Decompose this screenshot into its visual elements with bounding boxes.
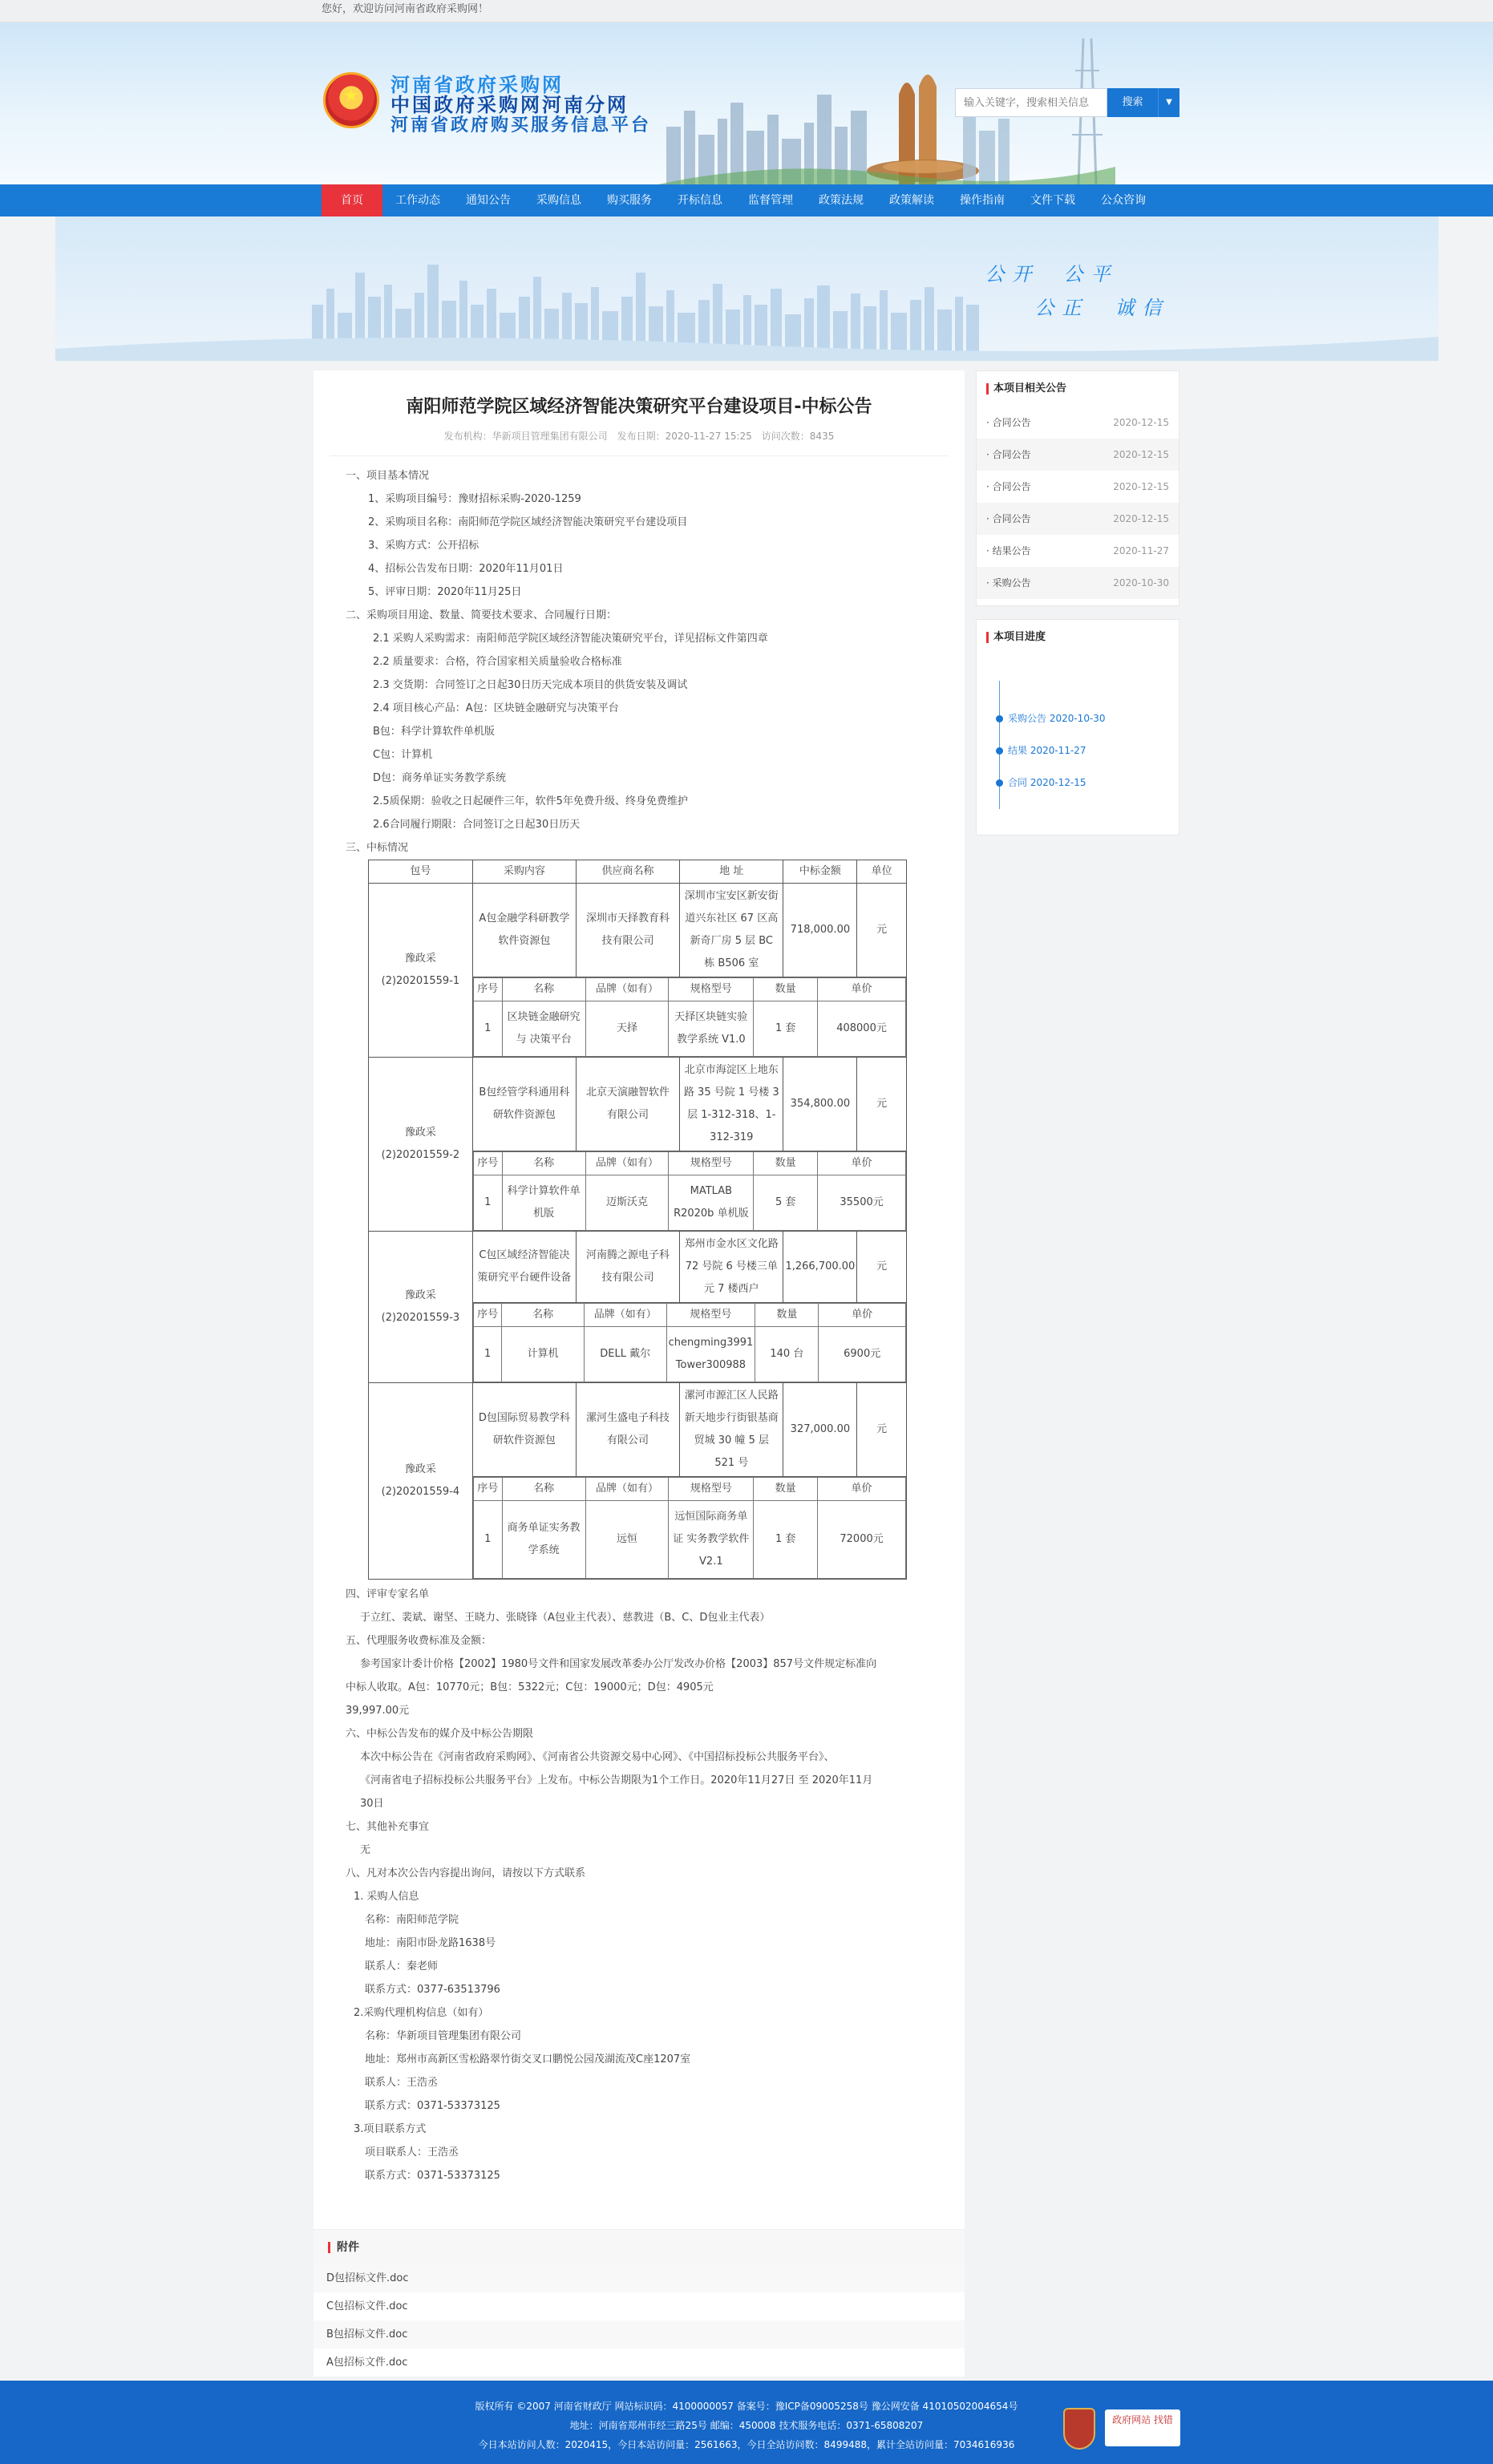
section-6-heading: 六、中标公告发布的媒介及中标公告期限 [346, 1728, 534, 1740]
media-text-2: 《河南省电子招标投标公共服务平台》上发布。中标公告期限为1个工作日。2020年11月27日 至 2020年11月 [360, 1774, 873, 1786]
media-text-1: 本次中标公告在《河南省政府采购网》、《河南省公共资源交易中心网》、《中国招标投标公共服务平台》、 [360, 1751, 835, 1763]
site-title-1: 河南省政府采购网 [390, 74, 564, 96]
item-price-cell: 35500元 [818, 1175, 906, 1231]
related-title: 本项目相关公告 [993, 382, 1067, 394]
related-announcement-item[interactable]: · 采购公告 2020-10-30 [977, 567, 1179, 599]
progress-step[interactable] [996, 711, 1106, 725]
progress-dot-icon [996, 779, 1003, 787]
article-title: 南阳师范学院区域经济智能决策研究平台建设项目-中标公告 [406, 397, 872, 417]
nav-item[interactable]: 首页 [322, 184, 382, 216]
section1-item: 5、评审日期：2020年11月25日 [368, 586, 522, 598]
section2-item: 2.2 质量要求：合格，符合国家相关质量验收合格标准 [373, 656, 622, 668]
section-1-heading: 一、项目基本情况 [346, 470, 430, 482]
item-price-cell: 72000元 [818, 1501, 906, 1579]
item-model-cell: chengming3991 Tower300988 [666, 1327, 755, 1382]
table-row [369, 1058, 907, 1151]
article-panel [314, 370, 965, 2377]
item-model-cell: 远恒国际商务单证 实务教学软件 V2.1 [669, 1501, 754, 1579]
progress-step[interactable] [996, 775, 1086, 789]
related-announcement-date: 2020-11-27 [1113, 545, 1169, 556]
table-header-cell: 中标金额 [783, 860, 857, 884]
search-button[interactable]: 搜索 [1107, 88, 1159, 117]
sub-header-cell: 品牌（如有） [585, 1478, 669, 1501]
related-announcement-link[interactable]: 合同公告 [992, 481, 1031, 492]
attachment-link[interactable]: D包招标文件.doc [314, 2264, 965, 2292]
purchaser-contact: 联系人：秦老师 [365, 1960, 439, 1972]
fee-text-3: 39,997.00元 [346, 1705, 410, 1717]
nav-item[interactable]: 监督管理 [748, 194, 793, 207]
nav-item[interactable]: 采购信息 [536, 194, 581, 207]
item-qty-cell: 1 套 [754, 1001, 818, 1057]
nav-item[interactable]: 公众咨询 [1101, 194, 1146, 207]
table-header-cell: 地 址 [680, 860, 783, 884]
package-number-cell: 豫政采(2)20201559-2 [369, 1058, 473, 1232]
item-brand-cell: 远恒 [585, 1501, 669, 1579]
related-announcement-item[interactable]: · 合同公告 2020-12-15 [977, 503, 1179, 535]
section-7-heading: 七、其他补充事宜 [346, 1821, 430, 1833]
item-detail-cell [472, 977, 906, 1058]
nav-item[interactable]: 政策解读 [889, 194, 934, 207]
attachments-list [314, 2264, 965, 2377]
footer-copyright: 版权所有 ©2007 河南省财政厅 网站标识码：4100000057 备案号：豫ICP备09005258号 豫公网安备 41010502004654号 [475, 2401, 1018, 2412]
sub-header-cell: 规格型号 [669, 1152, 754, 1175]
party-badge-icon[interactable] [1063, 2408, 1095, 2450]
media-text-3: 30日 [360, 1798, 384, 1810]
main-area [314, 0, 1179, 2373]
sub-header-cell: 规格型号 [669, 978, 754, 1001]
sub-header-cell: 序号 [473, 1304, 502, 1327]
section2-item: C包：计算机 [373, 749, 433, 761]
project-contact-heading: 3.项目联系方式 [354, 2123, 427, 2135]
item-price-cell: 6900元 [819, 1327, 906, 1382]
item-detail-cell [472, 1151, 906, 1232]
purchaser-heading: 1. 采购人信息 [354, 1891, 419, 1903]
purchaser-phone: 联系方式：0377-63513796 [365, 1984, 500, 1996]
agency-heading: 2.采购代理机构信息（如有） [354, 2007, 489, 2019]
section2-item: 2.6合同履行期限：合同签订之日起30日历天 [373, 819, 581, 831]
supplier-address-cell: 深圳市宝安区新安街道兴东社区 67 区高新奇厂房 5 层 BC 栋 B506 室 [680, 884, 783, 977]
sub-header-cell: 单价 [818, 978, 906, 1001]
nav-item[interactable]: 购买服务 [607, 194, 652, 207]
related-announcement-date: 2020-12-15 [1113, 481, 1169, 492]
table-header-cell: 包号 [369, 860, 473, 884]
table-header-cell: 采购内容 [472, 860, 576, 884]
sub-header-cell: 数量 [755, 1304, 819, 1327]
item-name-cell: 科学计算软件单机版 [502, 1175, 585, 1231]
agency-phone: 联系方式：0371-53373125 [365, 2100, 500, 2112]
related-announcement-link[interactable]: 合同公告 [992, 417, 1031, 428]
purchase-content-cell: B包经管学科通用科研软件资源包 [472, 1058, 576, 1151]
national-emblem-icon: ★ [323, 72, 379, 128]
supplier-address-cell: 郑州市金水区文化路 72 号院 6 号楼三单元 7 楼西户 [680, 1232, 783, 1303]
slogan-open: 公开 [985, 263, 1040, 285]
sub-header-cell: 品牌（如有） [585, 978, 669, 1001]
sub-header-cell: 单价 [818, 1152, 906, 1175]
fee-text-1: 参考国家计委计价格【2002】1980号文件和国家发展改革委办公厅发改办价格【2003】857号文件规定标准向 [360, 1658, 877, 1670]
supplier-address-cell: 漯河市源汇区人民路新天地步行街银基商贸城 30 幢 5 层 521 号 [680, 1383, 783, 1477]
progress-heading [977, 620, 1179, 655]
attachment-link[interactable]: A包招标文件.doc [326, 2357, 408, 2369]
sub-header-cell: 单价 [818, 1478, 906, 1501]
related-announcement-date: 2020-10-30 [1113, 577, 1169, 589]
item-qty-cell: 1 套 [754, 1501, 818, 1579]
item-qty-cell: 140 台 [755, 1327, 819, 1382]
sub-header-cell: 名称 [502, 1152, 585, 1175]
section2-item: D包：商务单证实务教学系统 [373, 772, 507, 784]
project-contact: 项目联系人：王浩丞 [365, 2146, 459, 2159]
nav-item[interactable]: 操作指南 [960, 194, 1005, 207]
sub-header-cell: 品牌（如有） [584, 1304, 666, 1327]
bid-amount-cell: 718,000.00 [783, 884, 857, 977]
article-meta: 发布机构：华新项目管理集团有限公司 发布日期：2020-11-27 15:25 访问次数：8435 [330, 429, 949, 456]
report-error-badge[interactable]: 政府网站 找错 [1105, 2409, 1180, 2446]
supplier-name-cell: 河南腾之源电子科技有限公司 [576, 1232, 679, 1303]
supplier-address-cell: 北京市海淀区上地东路 35 号院 1 号楼 3 层 1-312-318、1-312-319 [680, 1058, 783, 1151]
sub-header-cell: 数量 [754, 1152, 818, 1175]
related-announcement-date: 2020-12-15 [1113, 513, 1169, 524]
attachment-link[interactable]: C包招标文件.doc [326, 2300, 408, 2312]
purchase-content-cell: C包区域经济智能决策研究平台硬件设备 [472, 1232, 576, 1303]
section2-item: 2.3 交货期：合同签订之日起30日历天完成本项目的供货安装及调试 [373, 679, 688, 691]
sub-header-cell: 数量 [754, 978, 818, 1001]
agency-name: 名称：华新项目管理集团有限公司 [365, 2030, 522, 2042]
purchaser-address: 地址：南阳市卧龙路1638号 [365, 1937, 496, 1949]
attachment-link[interactable]: B包招标文件.doc [314, 2320, 965, 2349]
section-4-heading: 四、评审专家名单 [346, 1588, 430, 1600]
sub-header-cell: 规格型号 [669, 1478, 754, 1501]
expert-list: 于立红、裴斌、谢坚、王晓力、张晓锋（A包业主代表）、慈教进（B、C、D包业主代表） [360, 1612, 771, 1624]
sub-header-cell: 名称 [502, 1478, 585, 1501]
item-price-cell: 408000元 [818, 1001, 906, 1057]
table-header-cell: 单位 [857, 860, 907, 884]
progress-step-label: 结果 2020-11-27 [1008, 745, 1086, 756]
nav-item[interactable]: 文件下载 [1030, 194, 1075, 207]
related-announcements-panel [976, 370, 1179, 606]
section2-item: 2.5质保期：验收之日起硬件三年，软件5年免费升级、终身免费维护 [373, 795, 688, 807]
progress-step[interactable] [996, 743, 1086, 757]
purchase-content-cell: A包金融学科研教学软件资源包 [472, 884, 576, 977]
item-seq-cell: 1 [473, 1001, 502, 1057]
table-row [369, 1232, 907, 1303]
progress-step-label: 合同 2020-12-15 [1008, 777, 1086, 788]
section1-item: 4、招标公告发布日期：2020年11月01日 [368, 563, 564, 575]
related-announcement-link[interactable]: 合同公告 [992, 449, 1031, 460]
purchase-content-cell: D包国际贸易教学科研软件资源包 [472, 1383, 576, 1477]
table-header-cell: 供应商名称 [576, 860, 679, 884]
section-3-heading: 三、中标情况 [346, 842, 409, 854]
section1-item: 2、采购项目名称：南阳师范学院区域经济智能决策研究平台建设项目 [368, 516, 688, 528]
unit-cell: 元 [857, 1383, 907, 1477]
supplier-name-cell: 北京天演融智软件有限公司 [576, 1058, 679, 1151]
bid-amount-cell: 327,000.00 [783, 1383, 857, 1477]
fee-text-2: 中标人收取。A包：10770元；B包：5322元；C包：19000元；D包：4905元 [346, 1681, 714, 1693]
item-detail-table [473, 1303, 906, 1382]
item-brand-cell: DELL 戴尔 [584, 1327, 666, 1382]
nav-item[interactable]: 开标信息 [678, 194, 722, 207]
table-row [369, 884, 907, 977]
item-name-cell: 商务单证实务教学系统 [502, 1501, 585, 1579]
progress-timeline [977, 655, 1179, 835]
slogan-integrity: 诚信 [1115, 297, 1170, 319]
section2-item: 2.1 采购人采购需求：南阳师范学院区域经济智能决策研究平台，详见招标文件第四章 [373, 633, 768, 645]
welcome-text: 您好，欢迎访问河南省政府采购网！ [322, 3, 489, 15]
item-detail-cell [472, 1303, 906, 1383]
related-announcement-item[interactable]: · 结果公告 2020-11-27 [977, 535, 1179, 567]
supplement-text: 无 [360, 1844, 371, 1856]
sub-header-cell: 序号 [473, 1152, 502, 1175]
item-name-cell: 计算机 [502, 1327, 584, 1382]
item-detail-cell [472, 1477, 906, 1580]
item-detail-table [473, 977, 906, 1057]
item-name-cell: 区块链金融研究与 决策平台 [502, 1001, 585, 1057]
site-footer [0, 2381, 1493, 2464]
section1-item: 3、采购方式：公开招标 [368, 540, 479, 552]
progress-dot-icon [996, 715, 1003, 722]
section1-item: 1、采购项目编号：豫财招标采购-2020-1259 [368, 493, 581, 505]
sub-header-cell: 序号 [473, 978, 502, 1001]
sub-header-cell: 数量 [754, 1478, 818, 1501]
site-title-3: 河南省政府购买服务信息平台 [390, 115, 652, 136]
agency-contact: 联系人：王浩丞 [365, 2077, 439, 2089]
project-phone: 联系方式：0371-53373125 [365, 2170, 500, 2182]
supplier-name-cell: 漯河生盛电子科技有限公司 [576, 1383, 679, 1477]
item-brand-cell: 迈斯沃克 [585, 1175, 669, 1231]
unit-cell: 元 [857, 1058, 907, 1151]
item-seq-cell: 1 [473, 1175, 502, 1231]
progress-title: 本项目进度 [993, 631, 1046, 643]
supplier-name-cell: 深圳市天择教育科技有限公司 [576, 884, 679, 977]
attachments-heading [314, 2229, 965, 2264]
related-announcement-link[interactable]: 结果公告 [992, 545, 1031, 556]
bid-amount-cell: 354,800.00 [783, 1058, 857, 1151]
attachments-title: 附件 [337, 2241, 359, 2254]
footer-stats: 今日本站访问人数：2020415，今日本站访问量：2561663，今日全站访问数：8499488，累计全站访问量：7034616936 [478, 2439, 1015, 2450]
item-qty-cell: 5 套 [754, 1175, 818, 1231]
item-brand-cell: 天择 [585, 1001, 669, 1057]
footer-address: 地址：河南省郑州市经三路25号 邮编：450008 技术服务电话：0371-65808207 [569, 2420, 924, 2431]
section-8-heading: 八、凡对本次公告内容提出询问，请按以下方式联系 [346, 1867, 586, 1879]
progress-step-label: 采购公告 2020-10-30 [1008, 713, 1106, 724]
package-number-cell: 豫政采(2)20201559-3 [369, 1232, 473, 1383]
purchaser-name: 名称：南阳师范学院 [365, 1914, 459, 1926]
sub-header-cell: 序号 [473, 1478, 502, 1501]
unit-cell: 元 [857, 884, 907, 977]
related-announcement-link[interactable]: 采购公告 [992, 577, 1031, 589]
article-body [314, 456, 965, 2203]
item-seq-cell: 1 [473, 1327, 502, 1382]
search-dropdown-button[interactable]: ▼ [1159, 88, 1179, 117]
item-model-cell: MATLAB R2020b 单机版 [669, 1175, 754, 1231]
table-row [369, 1383, 907, 1477]
progress-dot-icon [996, 747, 1003, 755]
package-number-cell: 豫政采(2)20201559-1 [369, 884, 473, 1058]
related-announcement-item[interactable]: · 合同公告 2020-12-15 [977, 407, 1179, 439]
progress-panel [976, 619, 1179, 835]
slogan-just: 公正 [1034, 297, 1090, 319]
related-announcement-link[interactable]: 合同公告 [992, 513, 1031, 524]
bid-amount-cell: 1,266,700.00 [783, 1232, 857, 1303]
sub-header-cell: 规格型号 [666, 1304, 755, 1327]
section-5-heading: 五、代理服务收费标准及金额： [346, 1635, 492, 1647]
site-title-2: 中国政府采购网河南分网 [390, 94, 629, 116]
bid-result-table [368, 860, 907, 1580]
related-heading [977, 371, 1179, 407]
sub-header-cell: 名称 [502, 1304, 584, 1327]
unit-cell: 元 [857, 1232, 907, 1303]
sub-header-cell: 单价 [819, 1304, 906, 1327]
nav-item[interactable]: 工作动态 [395, 194, 440, 207]
item-detail-table [473, 1477, 906, 1579]
nav-item[interactable]: 政策法规 [819, 194, 864, 207]
agency-address: 地址：郑州市高新区雪松路翠竹街交叉口鹏悦公园茂湖流茂C座1207室 [365, 2053, 691, 2065]
section-2-heading: 二、采购项目用途、数量、简要技术要求、合同履行日期： [346, 609, 617, 621]
related-announcement-date: 2020-12-15 [1113, 417, 1169, 428]
item-model-cell: 天择区块链实验教学系统 V1.0 [669, 1001, 754, 1057]
section2-item: B包：科学计算软件单机版 [373, 726, 495, 738]
related-announcement-item[interactable]: · 合同公告 2020-12-15 [977, 439, 1179, 471]
related-announcement-item[interactable]: · 合同公告 2020-12-15 [977, 471, 1179, 503]
item-seq-cell: 1 [473, 1501, 502, 1579]
related-announcement-date: 2020-12-15 [1113, 449, 1169, 460]
sub-header-cell: 品牌（如有） [585, 1152, 669, 1175]
package-number-cell: 豫政采(2)20201559-4 [369, 1383, 473, 1580]
nav-item[interactable]: 通知公告 [466, 194, 511, 207]
slogan-fair: 公平 [1063, 263, 1119, 285]
sub-header-cell: 名称 [502, 978, 585, 1001]
section2-item: 2.4 项目核心产品：A包：区块链金融研究与决策平台 [373, 702, 619, 714]
item-detail-table [473, 1151, 906, 1231]
